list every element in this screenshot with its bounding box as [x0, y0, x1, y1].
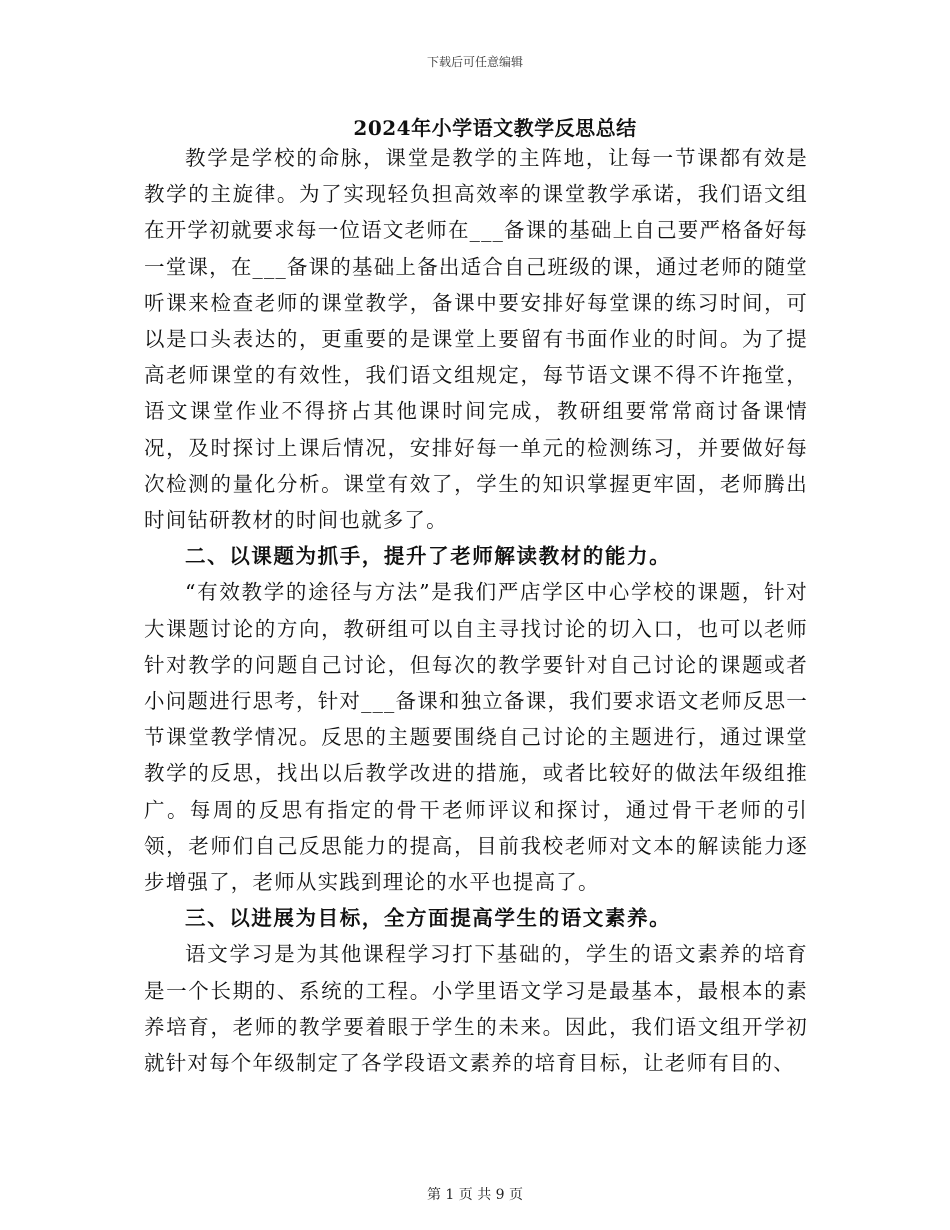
document-title: 2024年小学语文教学反思总结 [353, 116, 637, 140]
section-heading: 二、以课题为抓手，提升了老师解读教材的能力。 [185, 544, 672, 569]
page-number: 第 1 页 共 9 页 [426, 1187, 524, 1203]
body-paragraph: 语文学习是为其他课程学习打下基础的，学生的语文素养的培育是一个长期的、系统的工程。小学里语文学习是最基本，最根本的素养培育，老师的教学要着眼于学生的未来。因此，我们语文组开学初就针对每个年级制定了各学段语文素养的培育目标，让老师有目的、 [144, 942, 808, 1076]
document-body [144, 140, 808, 1081]
body-paragraph: 教学是学校的命脉，课堂是教学的主阵地，让每一节课都有效是教学的主旋律。为了实现轻负担高效率的课堂教学承诺，我们语文组在开学初就要求每一位语文老师在___备课的基础上自己要严格备好每一堂课，在___备课的基础上备出适合自己班级的课，通过老师的随堂听课来检查老师的课堂教学，备课中要安排好每堂课的练习时间，可以是口头表达的，更重要的是课堂上要留有书面作业的时间。为了提高老师课堂的有效性，我们语文组规定，每节语文课不得不许拖堂，语文课堂作业不得挤占其他课时间完成，教研组要常常商讨备课情况，及时探讨上课后情况，安排好每一单元的检测练习，并要做好每次检测的量化分析。课堂有效了，学生的知识掌握更牢固，老师腾出时间钻研教材的时间也就多了。 [144, 146, 808, 533]
section-heading: 三、以进展为目标，全方面提高学生的语文素养。 [185, 906, 672, 931]
page-header-note: 下载后可任意编辑 [426, 55, 523, 69]
body-paragraph: “有效教学的途径与方法”是我们严店学区中心学校的课题，针对大课题讨论的方向，教研组可以自主寻找讨论的切入口，也可以老师针对教学的问题自己讨论，但每次的教学要针对自己讨论的课题或者小问题进行思考，针对___备课和独立备课，我们要求语文老师反思一节课堂教学情况。反思的主题要围绕自己讨论的主题进行，通过课堂教学的反思，找出以后教学改进的措施，或者比较好的做法年级组推广。每周的反思有指定的骨干老师评议和探讨，通过骨干老师的引领，老师们自己反思能力的提高，目前我校老师对文本的解读能力逐步增强了，老师从实践到理论的水平也提高了。 [144, 580, 808, 895]
